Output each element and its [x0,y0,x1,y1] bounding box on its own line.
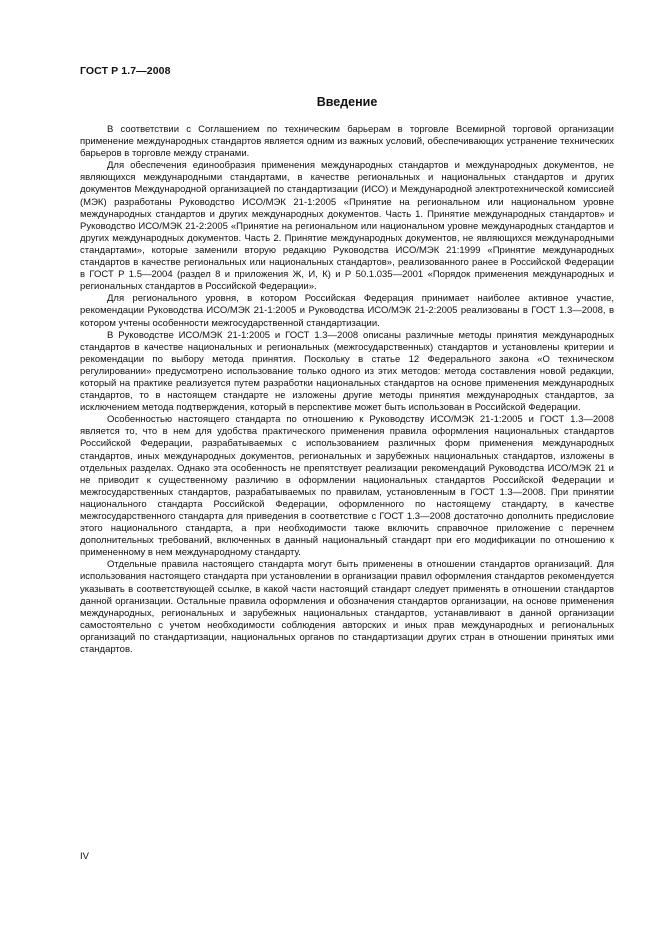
paragraph: Для регионального уровня, в котором Российская Федерация принимает наиболее активное участие, рекомендации Руководства ИСО/МЭК 21-1:2005 и Руководства ИСО/МЭК 21-2:2005 реализованы в ГОСТ 1.3—2008, в котором учтены особенности межгосударственной стандартизации. [80,293,614,329]
paragraph: Для обеспечения единообразия применения международных стандартов и международных документов, не являющихся международными стандартами, в качестве региональных и национальных стандартов и других документов Международной организацией по стандартизации (ИСО) и Международной электротехнической комиссией (МЭК) разработаны Руководство ИСО/МЭК 21-1:2005 «Принятие на региональном или национальном уровне международных стандартов и других международных документов. Часть 1. Принятие международных стандартов» и Руководство ИСО/МЭК 21-2:2005 «Принятие на региональном или национальном уровне международных стандартов и других международных документов. Часть 2. Принятие международных документов, не являющихся международными стандартами», которые заменили вторую редакцию Руководства ИСО/МЭК 21:1999 «Принятие международных стандартов в качестве региональных или национальных стандартов», реализованного ранее в Российской Федерации в ГОСТ Р 1.5—2004 (раздел 8 и приложения Ж, И, К) и Р 50.1.035—2001 «Порядок применения международных и региональных стандартов в Российской Федерации». [80,160,614,293]
paragraph: Особенностью настоящего стандарта по отношению к Руководству ИСО/МЭК 21-1:2005 и ГОСТ 1.3—2008 является то, что в нем для удобства практического применения правила оформления национальных стандартов Российской Федерации, разрабатываемых с использованием различных форм применения международных стандартов, иных международных документов, региональных и зарубежных национальных стандартов, изложены в отдельных разделах. Однако эта особенность не препятствует реализации рекомендаций Руководства ИСО/МЭК 21 и не приводит к существенному различию в оформлении национальных стандартов Российской Федерации и межгосударственных стандартов, разрабатываемых по правилам, установленным в ГОСТ 1.3—2008. При принятии национального стандарта Российской Федерации, оформленного по настоящему стандарту, в качестве межгосударственного стандарта для приведения в соответствие с ГОСТ 1.3—2008 достаточно дополнить предисловие этого национального стандарта, а при необходимости также включить справочное приложение с перечнем дополнительных требований, включенных в данный национальный стандарт при его модификации по отношению к примененному в нем международному стандарту. [80,414,614,559]
section-title: Введение [316,95,378,109]
paragraph: В Руководстве ИСО/МЭК 21-1:2005 и ГОСТ 1.3—2008 описаны различные методы принятия международных стандартов в качестве национальных и региональных (межгосударственных) стандартов и установлены критерии и рекомендации по выбору метода принятия. Поскольку в статье 12 Федерального закона «О техническом регулировании» предусмотрено использование только одного из этих методов: метода составления новой редакции, который на практике реализуется путем разработки национальных стандартов на основе применения международных стандартов, то в настоящем стандарте не изложены другие методы принятия международных стандартов, за исключением метода подтверждения, который в перспективе может быть использован в Российской Федерации. [80,329,614,414]
paragraph: В соответствии с Соглашением по техническим барьерам в торговле Всемирной торговой организации применение международных стандартов является одним из важных условий, обеспечивающих устранение технических барьеров в торговле между странами. [80,124,614,160]
page-number: IV [80,851,89,862]
introduction-body [80,124,614,656]
paragraph: Отдельные правила настоящего стандарта могут быть применены в отношении стандартов организаций. Для использования настоящего стандарта при установлении в организации правил оформления стандартов рекомендуется указывать в соответствующей ссылке, в какой части настоящий стандарт следует применять в отношении стандартов данной организации. Остальные правила оформления и обозначения стандартов организации, на основе применения международных, региональных и зарубежных национальных стандартов, устанавливают в данной организации самостоятельно с учетом необходимости соблюдения авторских и иных прав международных и региональных организаций по стандартизации, национальных органов по стандартизации других стран в отношении принятых ими стандартов. [80,559,614,656]
document-code-header: ГОСТ Р 1.7—2008 [80,65,171,77]
